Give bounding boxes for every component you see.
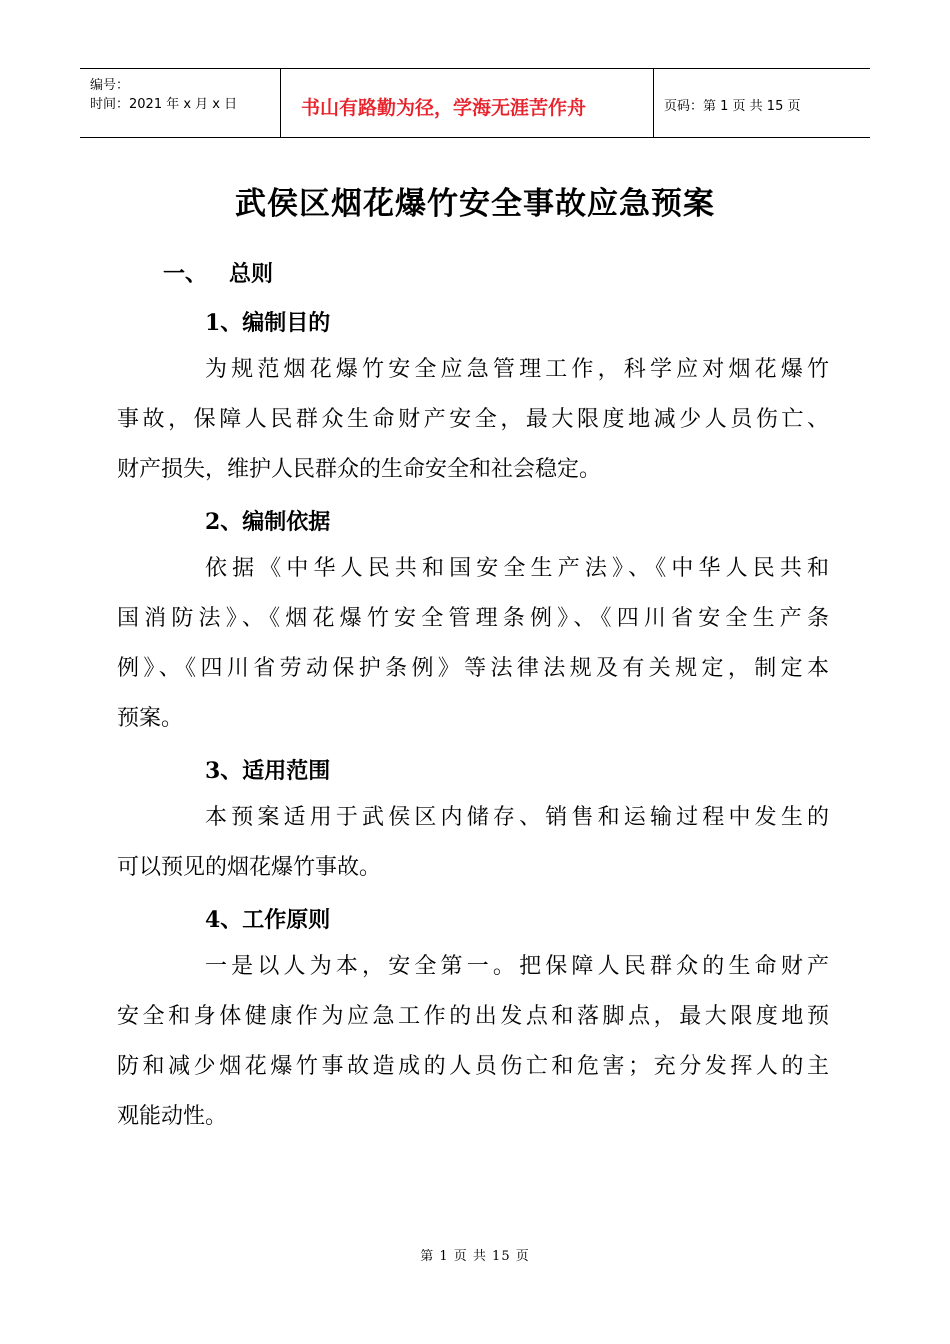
heading-basis: 2、编制依据 [205, 509, 331, 535]
section-heading-general [163, 257, 273, 288]
text-line: 防和减少烟花爆竹事故造成的人员伤亡和危害；充分发挥人的主 [117, 1054, 829, 1079]
text-line: 本预案适用于武侯区内储存、销售和运输过程中发生的 [205, 805, 829, 830]
text-line: 可以预见的烟花爆竹事故。 [117, 855, 382, 880]
text-line: 为规范烟花爆竹安全应急管理工作，科学应对烟花爆竹 [205, 357, 829, 382]
text-line: 依据《中华人民共和国安全生产法》、《中华人民共和 [205, 556, 829, 581]
page-code: 页码：第 1 页 共 15 页 [664, 99, 801, 114]
heading-purpose: 1、编制目的 [205, 310, 331, 336]
heading-scope: 3、适用范围 [205, 758, 331, 784]
page-footer: 第 1 页 共 15 页 [420, 1249, 530, 1264]
text-line: 预案。 [117, 706, 184, 731]
paragraph-basis [117, 544, 829, 744]
paragraph-scope [117, 793, 829, 893]
paragraph-purpose [117, 345, 829, 495]
text-line: 观能动性。 [117, 1104, 228, 1129]
header-page-cell [654, 69, 870, 137]
document-header [80, 68, 870, 138]
motto: 书山有路勤为径，学海无涯苦作舟 [301, 97, 587, 119]
text-line: 例》、《四川省劳动保护条例》等法律法规及有关规定，制定本 [117, 656, 829, 681]
text-line: 国消防法》、《烟花爆竹安全管理条例》、《四川省安全生产条 [117, 606, 829, 631]
header-motto-cell [281, 69, 654, 137]
text-line: 财产损失，维护人民群众的生命安全和社会稳定。 [117, 457, 602, 482]
time-label: 时间：2021 年 x 月 x 日 [90, 97, 238, 112]
section-label: 总则 [229, 262, 274, 287]
text-line: 一是以人为本，安全第一。把保障人民群众的生命财产 [205, 954, 829, 979]
section-number: 一、 [163, 262, 208, 287]
document-title: 武侯区烟花爆竹安全事故应急预案 [235, 186, 715, 222]
text-line: 事故，保障人民群众生命财产安全，最大限度地减少人员伤亡、 [117, 407, 829, 432]
paragraph-principles [117, 942, 829, 1142]
serial-label: 编号： [90, 78, 130, 93]
text-line: 安全和身体健康作为应急工作的出发点和落脚点，最大限度地预 [117, 1004, 829, 1029]
heading-principles: 4、工作原则 [205, 907, 331, 933]
header-info-cell [80, 69, 281, 137]
